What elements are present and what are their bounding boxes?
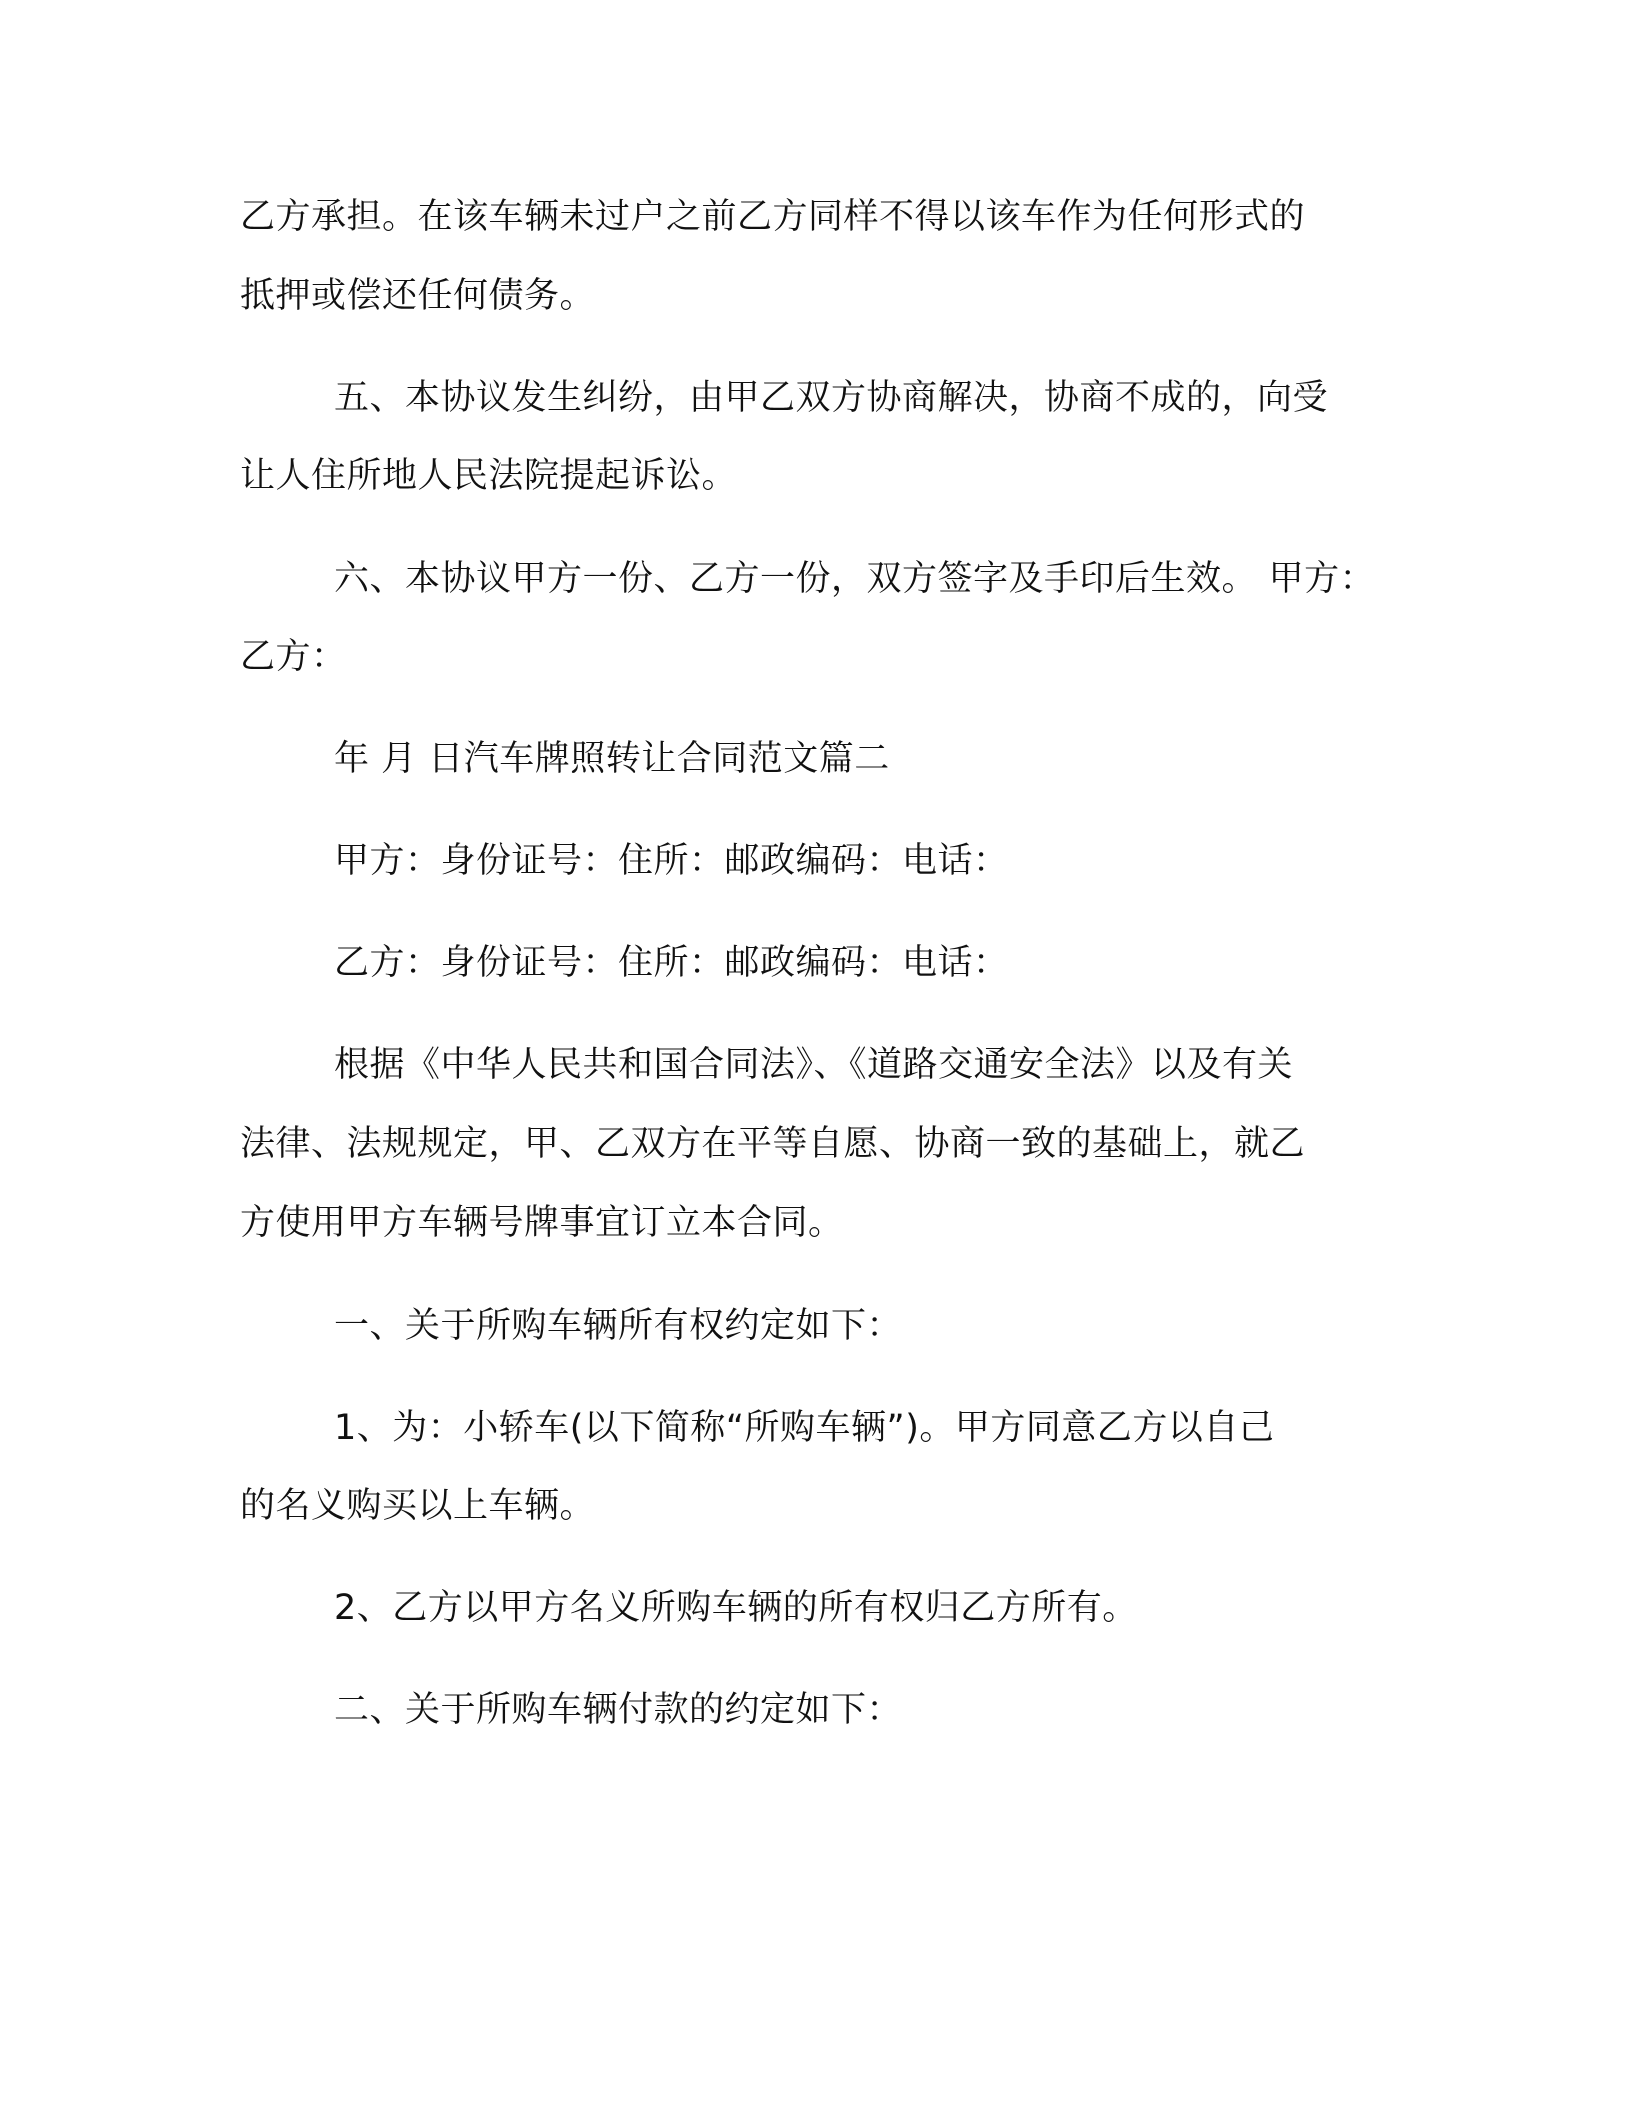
text-line: 根据《中华人民共和国合同法》、《道路交通安全法》以及有关 [334, 1045, 1294, 1085]
text-line: 抵押或偿还任何债务。 [240, 276, 596, 316]
text-line: 甲方：身份证号：住所：邮政编码：电话： [334, 841, 1009, 881]
text-line: 五、本协议发生纠纷，由甲乙双方协商解决，协商不成的，向受 [334, 378, 1329, 418]
text-line: 法律、法规规定，甲、乙双方在平等自愿、协商一致的基础上，就乙 [240, 1124, 1306, 1164]
text-line: 的名义购买以上车辆。 [240, 1486, 596, 1526]
text-line: 方使用甲方车辆号牌事宜订立本合同。 [240, 1203, 844, 1243]
text-line: 1、为：小轿车(以下简称“所购车辆”)。甲方同意乙方以自己 [334, 1408, 1275, 1448]
text-line: 乙方： [240, 637, 347, 677]
text-line: 让人住所地人民法院提起诉讼。 [240, 456, 738, 496]
text-line: 一、关于所购车辆所有权约定如下： [334, 1306, 903, 1346]
text-line: 年 月 日汽车牌照转让合同范文篇二 [334, 739, 890, 779]
text-line: 二、关于所购车辆付款的约定如下： [334, 1690, 903, 1730]
text-line: 乙方：身份证号：住所：邮政编码：电话： [334, 943, 1009, 983]
text-line: 2、乙方以甲方名义所购车辆的所有权归乙方所有。 [334, 1588, 1138, 1628]
text-line: 六、本协议甲方一份、乙方一份，双方签字及手印后生效。 甲方： [334, 559, 1376, 599]
text-line: 乙方承担。在该车辆未过户之前乙方同样不得以该车作为任何形式的 [240, 197, 1306, 237]
